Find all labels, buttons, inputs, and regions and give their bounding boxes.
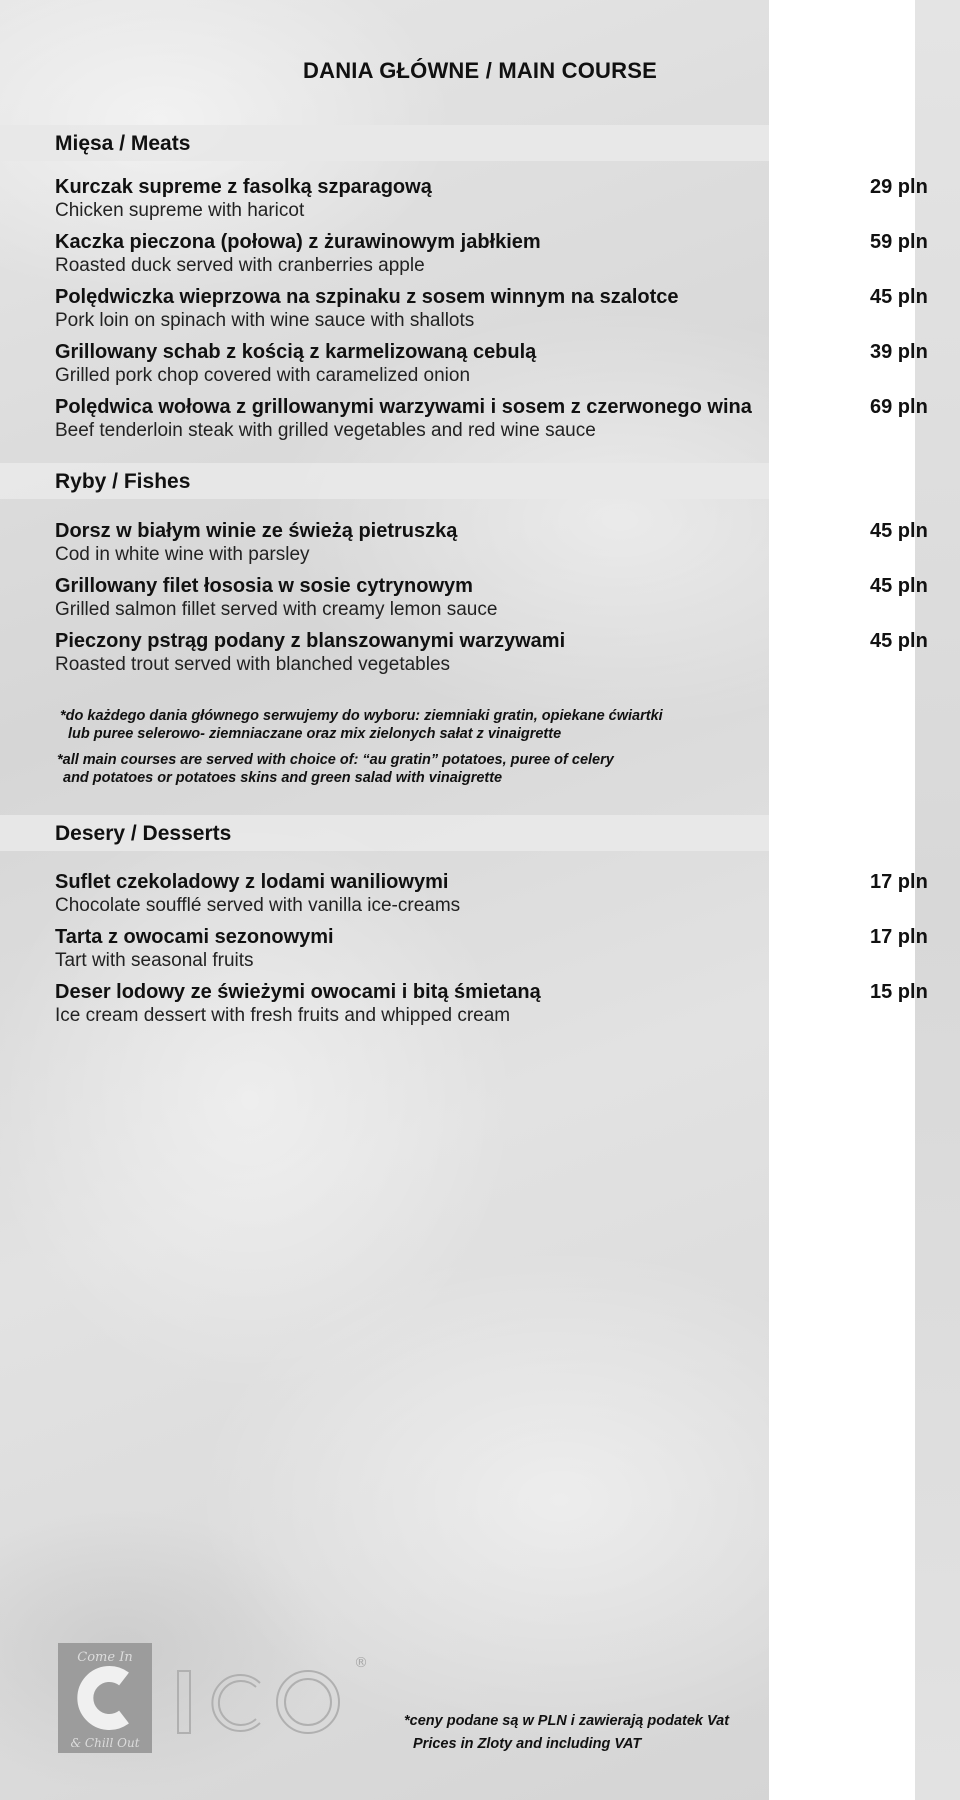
logo-tagline-top: Come In [77,1650,133,1665]
item-name: Suflet czekoladowy z lodami waniliowymi [55,871,449,893]
item-price: 45 pln [870,520,928,542]
item-name: Polędwica wołowa z grillowanymi warzywami i sosem z czerwonego wina [55,396,752,418]
item-name: Deser lodowy ze świeżymi owocami i bitą śmietaną [55,981,541,1003]
logo-o-inner [285,1679,331,1725]
item-description: Pork loin on spinach with wine sauce with shallots [55,310,475,331]
item-price: 45 pln [870,630,928,652]
section-label: Mięsa / Meats [55,132,191,155]
page-title: DANIA GŁÓWNE / MAIN COURSE [303,58,657,83]
item-description: Ice cream dessert with fresh fruits and whipped cream [55,1005,511,1026]
item-description: Roasted trout served with blanched vegetables [55,654,451,675]
item-description: Beef tenderloin steak with grilled vegetables and red wine sauce [55,420,596,441]
item-price: 39 pln [870,341,928,363]
menu-item [55,340,928,387]
item-name: Tarta z owocami sezonowymi [55,926,334,948]
item-name: Grillowany schab z kością z karmelizowaną cebulą [55,341,537,363]
item-name: Polędwiczka wieprzowa na szpinaku z sosem winnym na szalotce [55,286,679,308]
menu-item [55,925,928,972]
item-name: Dorsz w białym winie ze świeżą pietruszką [55,520,458,542]
logo-o-outer [277,1671,339,1733]
menu-item [55,980,928,1027]
cico-logo [58,1643,368,1753]
note-pl-line1: *do każdego dania głównego serwujemy do wyboru: ziemniaki gratin, opiekane ćwiartki [60,708,663,724]
note-en-line2: and potatoes or potatoes skins and green salad with vinaigrette [63,770,503,786]
menu-item [55,230,928,277]
item-price: 69 pln [870,396,928,418]
item-description: Tart with seasonal fruits [55,950,254,971]
section-label: Ryby / Fishes [55,470,191,493]
menu-item [55,285,928,332]
item-price: 15 pln [870,981,928,1003]
item-name: Grillowany filet łososia w sosie cytrynowym [55,575,473,597]
item-description: Cod in white wine with parsley [55,544,310,565]
note-pl-line2: lub puree selerowo- ziemniaczane oraz mix zielonych sałat z vinaigrette [68,726,562,742]
menu-item [55,574,928,621]
menu-item [55,395,928,442]
logo-c2-inner [219,1681,256,1725]
item-description: Grilled salmon fillet served with creamy lemon sauce [55,599,498,620]
item-description: Chocolate soufflé served with vanilla ice-creams [55,895,461,916]
section-header-meats [0,125,769,161]
menu-item [55,519,928,566]
item-price: 59 pln [870,231,928,253]
item-description: Roasted duck served with cranberries apple [55,255,425,276]
item-name: Kaczka pieczona (połowa) z żurawinowym jabłkiem [55,231,541,253]
item-description: Chicken supreme with haricot [55,200,305,221]
menu-item [55,629,928,676]
item-price: 17 pln [870,871,928,893]
item-name: Kurczak supreme z fasolką szparagową [55,176,432,198]
logo-i-letter [178,1671,190,1733]
logo-tagline-bottom: & Chill Out [70,1736,140,1750]
item-price: 45 pln [870,286,928,308]
section-header-desserts [0,815,769,851]
footnote-line1: *ceny podane są w PLN i zawierają podatek Vat [404,1713,730,1729]
item-price: 17 pln [870,926,928,948]
item-price: 45 pln [870,575,928,597]
price-footnote [404,1710,729,1756]
logo-registered-mark: ® [354,1655,368,1671]
note-en-line1: *all main courses are served with choice of: “au gratin” potatoes, puree of celery [57,752,614,768]
section-label: Desery / Desserts [55,822,232,845]
menu-item [55,870,928,917]
item-name: Pieczony pstrąg podany z blanszowanymi warzywami [55,630,566,652]
item-description: Grilled pork chop covered with caramelized onion [55,365,471,386]
item-price: 29 pln [870,176,928,198]
footnote-line2: Prices in Zloty and including VAT [413,1736,642,1752]
section-header-fishes [0,463,769,499]
menu-item [55,175,928,222]
right-edge-strip [915,0,960,1800]
